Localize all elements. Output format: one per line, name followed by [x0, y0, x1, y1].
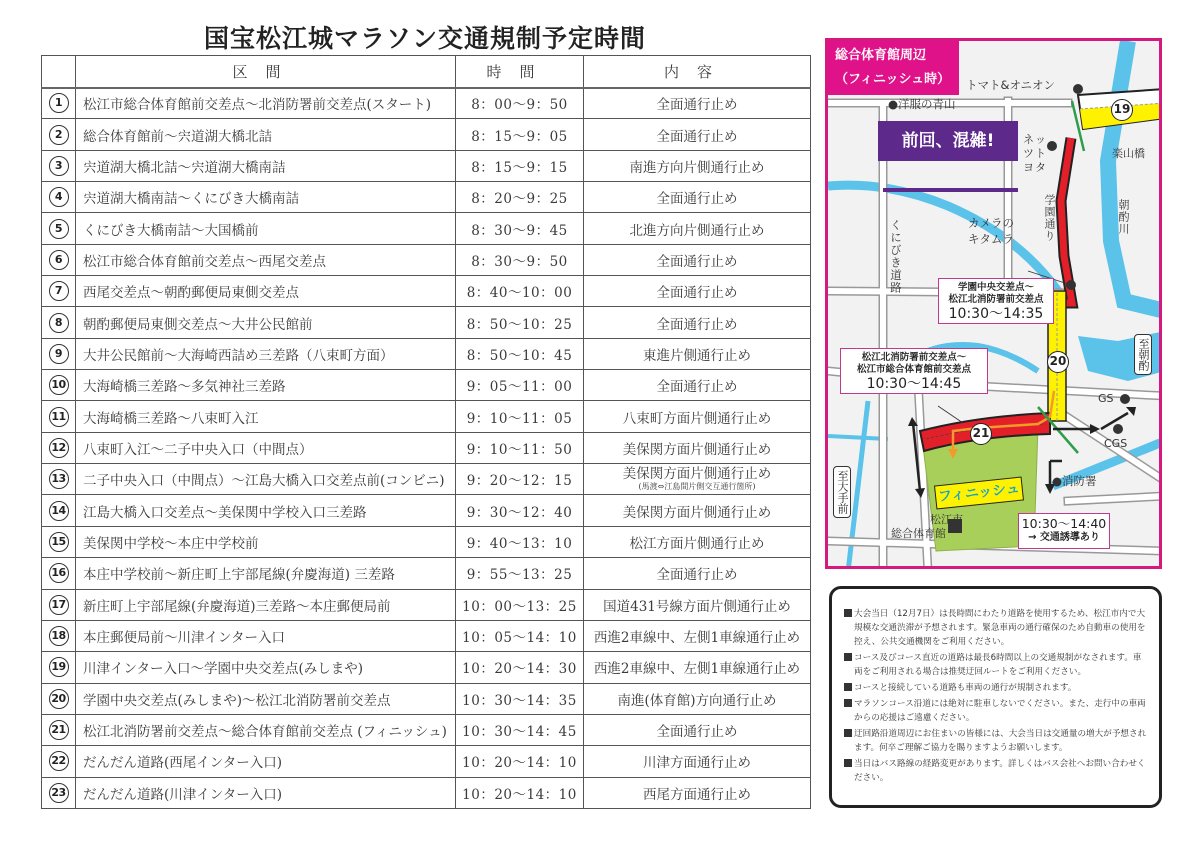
header-content: 内容: [584, 56, 811, 88]
row-section: 松江北消防署前交差点～総合体育館前交差点 (フィニッシュ): [76, 714, 456, 745]
note-item: [844, 607, 1149, 649]
direction-sign-asakumi: 至朝酌: [1134, 334, 1152, 375]
row-time: 8：15～9：15: [456, 150, 584, 181]
note-item: [844, 757, 1149, 785]
note-item: [844, 727, 1149, 755]
page-title: 国宝松江城マラソン交通規制予定時間: [203, 24, 646, 53]
table-row: [42, 589, 811, 620]
landmark-fire-station: ●消防署: [1052, 474, 1097, 488]
note-text: 当日はバス路線の経路変更があります。詳しくはバス会社へお問い合わせください。: [854, 759, 1146, 783]
row-content: 全面通行止め: [584, 370, 811, 401]
row-content-sub: (馬渡⇔江島間片側交互通行箇所): [638, 482, 756, 492]
row-content: 全面通行止め: [584, 307, 811, 338]
landmark-gym-line1: 松江市: [930, 513, 963, 526]
circled-number: 22: [49, 751, 69, 771]
table-row: [42, 88, 811, 119]
row-section: 大海崎橋三差路～八束町入江: [76, 401, 456, 432]
schedule-table: [41, 55, 811, 809]
row-content: 全面通行止め: [584, 119, 811, 150]
row-number: [42, 119, 76, 150]
table-row: [42, 276, 811, 307]
row-time: 10：20～14：30: [456, 652, 584, 683]
row-time: 8：50～10：25: [456, 307, 584, 338]
direction-sign-otemae: 至大手前: [833, 466, 851, 518]
route-marker-20: 20: [1047, 351, 1069, 373]
table-row: [42, 338, 811, 369]
row-section: くにびき大橋南詰～大国橋前: [76, 213, 456, 244]
header-time: 時間: [456, 56, 584, 88]
callout-20-line2: 松江北消防署前交差点: [948, 294, 1044, 305]
note-text: マラソンコース沿道には絶対に駐車しないでください。また、走行中の車両からの応援はご遠慮ください。: [854, 699, 1146, 723]
circled-number: 16: [49, 563, 69, 583]
row-number: [42, 652, 76, 683]
row-section: 松江市総合体育館前交差点～西尾交差点: [76, 244, 456, 275]
landmark-gs: GS: [1098, 392, 1114, 405]
bullet-square-icon: [844, 609, 852, 617]
callout-fire-note: → 交通誘導あり: [1028, 532, 1100, 543]
row-number: [42, 432, 76, 463]
row-time: 10：20～14：10: [456, 746, 584, 777]
route-marker-19: 19: [1111, 99, 1133, 121]
bullet-square-icon: [844, 729, 852, 737]
landmark-tomato-onion: トマト&オニオン: [966, 78, 1056, 92]
table-row: [42, 307, 811, 338]
row-section: 宍道湖大橋北詰～宍道湖大橋南詰: [76, 150, 456, 181]
row-section: 本庄郵便局前～川津インター入口: [76, 620, 456, 651]
note-text: コース及びコース直近の道路は最長6時間以上の交通規制がなされます。車両をご利用される場合は推奨迂回ルートをご利用ください。: [854, 653, 1142, 677]
landmark-gym-line2: 総合体育館: [891, 527, 946, 540]
row-time: 8：00～9：50: [456, 88, 584, 119]
note-text: 大会当日（12月7日）は長時間にわたり道路を使用するため、松江市内で大規模な交通渋滞が予想されます。緊急車両の通行確保のため自動車の使用を控え、公共交通機関をご利用ください。: [854, 609, 1146, 647]
table-row: [42, 150, 811, 181]
callout-fire-station: [1018, 513, 1110, 549]
circled-number: 5: [49, 219, 69, 239]
row-section: だんだん道路(川津インター入口): [76, 777, 456, 808]
table-row: [42, 464, 811, 495]
circled-number: 13: [49, 469, 69, 489]
row-number: [42, 714, 76, 745]
table-row: [42, 652, 811, 683]
row-content: 西進2車線中、左側1車線通行止め: [584, 620, 811, 651]
bullet-square-icon: [844, 759, 852, 767]
finish-label: フィニッシュ: [934, 476, 1024, 509]
circled-number: 7: [49, 281, 69, 301]
row-section: 西尾交差点～朝酌郵便局東側交差点: [76, 276, 456, 307]
map-area-label: [828, 41, 959, 95]
row-number: [42, 88, 76, 119]
row-content: 全面通行止め: [584, 88, 811, 119]
row-number: [42, 213, 76, 244]
table-row: [42, 558, 811, 589]
bullet-square-icon: [844, 653, 852, 661]
circled-number: 2: [49, 125, 69, 145]
row-section: 新庄町上宇部尾線(弁慶海道)三差路～本庄郵便局前: [76, 589, 456, 620]
congestion-callout: 前回、混雑!: [878, 121, 1018, 161]
circled-number: 9: [49, 344, 69, 364]
label-asakumi-river: 朝酌川: [1117, 199, 1130, 235]
circled-number: 10: [49, 375, 69, 395]
row-number: [42, 746, 76, 777]
circled-number: 17: [49, 595, 69, 615]
note-item: [844, 651, 1149, 679]
row-section: 松江市総合体育館前交差点～北消防署前交差点(スタート): [76, 88, 456, 119]
row-content: 全面通行止め: [584, 276, 811, 307]
row-time: 9：05～11：00: [456, 370, 584, 401]
row-content: 全面通行止め: [584, 714, 811, 745]
callout-21-line1: 松江北消防署前交差点～: [861, 352, 967, 363]
row-content-main: 美保関方面片側通行止め: [622, 466, 772, 483]
circled-number: 4: [49, 187, 69, 207]
row-time: 9：30～12：40: [456, 495, 584, 526]
note-text: 迂回路沿道周辺にお住まいの皆様には、大会当日は交通量の増大が予想されます。何卒ご理解ご協力を賜りますようお願いします。: [854, 729, 1147, 753]
row-section: 大井公民館前～大海崎西詰め三差路（八束町方面）: [76, 338, 456, 369]
row-time: 8：40～10：00: [456, 276, 584, 307]
row-number: [42, 150, 76, 181]
callout-21-line2: 松江市総合体育館前交差点: [856, 364, 971, 375]
circled-number: 20: [49, 689, 69, 709]
note-text: コースと接続している道路も車両の通行が規制されます。: [854, 683, 1077, 693]
row-number: [42, 683, 76, 714]
row-section: 宍道湖大橋南詰～くにびき大橋南詰: [76, 182, 456, 213]
landmark-cgs: CGS: [1104, 437, 1128, 450]
callout-20-time: 10:30～14:35: [948, 306, 1044, 322]
row-section: 朝酌郵便局東側交差点～大井公民館前: [76, 307, 456, 338]
row-content: 川津方面通行止め: [584, 746, 811, 777]
finish-area-map: [825, 38, 1162, 569]
circled-number: 12: [49, 438, 69, 458]
row-number: [42, 589, 76, 620]
table-header-row: [42, 56, 811, 88]
row-time: 10：05～14：10: [456, 620, 584, 651]
callout-21-time: 10:30～14:45: [866, 376, 962, 392]
callout-section-21: [840, 348, 988, 394]
circled-number: 21: [49, 720, 69, 740]
row-number: [42, 276, 76, 307]
row-number: [42, 526, 76, 557]
row-content: 南進(体育館)方向通行止め: [584, 683, 811, 714]
table-row: [42, 182, 811, 213]
row-number: [42, 495, 76, 526]
table-row: [42, 746, 811, 777]
row-section: 大海崎橋三差路～多気神社三差路: [76, 370, 456, 401]
circled-number: 14: [49, 501, 69, 521]
row-number: [42, 338, 76, 369]
circled-number: 6: [49, 250, 69, 270]
row-section: 江島大橋入口交差点～美保関中学校入口三差路: [76, 495, 456, 526]
row-time: 9：20～12：15: [456, 464, 584, 495]
callout-section-20: [938, 278, 1054, 324]
row-section: 総合体育館前～宍道湖大橋北詰: [76, 119, 456, 150]
circled-number: 8: [49, 313, 69, 333]
route-marker-21: 21: [970, 423, 992, 445]
circled-number: 23: [49, 783, 69, 803]
table-row: [42, 683, 811, 714]
table-row: [42, 244, 811, 275]
notes-box: [829, 586, 1162, 808]
row-section: 川津インター入口～学園中央交差点(みしまや): [76, 652, 456, 683]
row-time: 9：10～11：05: [456, 401, 584, 432]
row-time: 10：30～14：45: [456, 714, 584, 745]
table-row: [42, 526, 811, 557]
row-time: 10：30～14：35: [456, 683, 584, 714]
row-time: 10：00～13：25: [456, 589, 584, 620]
circled-number: 11: [49, 407, 69, 427]
table-row: [42, 620, 811, 651]
map-label-line2: （フィニッシュ時）: [835, 72, 951, 87]
circled-number: 1: [49, 93, 69, 113]
note-item: [844, 681, 1149, 695]
table-row: [42, 119, 811, 150]
row-time: 9：55～13：25: [456, 558, 584, 589]
callout-fire-time: 10:30～14:40: [1021, 516, 1107, 531]
row-content: [584, 464, 811, 495]
circled-number: 19: [49, 657, 69, 677]
row-time: 8：15～9：05: [456, 119, 584, 150]
row-time: 8：20～9：25: [456, 182, 584, 213]
circled-number: 3: [49, 156, 69, 176]
row-content: 八束町方面片側通行止め: [584, 401, 811, 432]
landmark-yofuku-aoyama: ●洋服の青山: [888, 97, 956, 111]
row-number: [42, 401, 76, 432]
row-section: 本庄中学校前～新庄町上宇部尾線(弁慶海道) 三差路: [76, 558, 456, 589]
row-time: 9：10～11：50: [456, 432, 584, 463]
row-time: 10：20～14：10: [456, 777, 584, 808]
row-section: 美保関中学校～本庄中学校前: [76, 526, 456, 557]
label-kunibiki-road: くにびき道路: [889, 219, 903, 294]
label-gakuen-dori: 学園通り: [1043, 194, 1056, 242]
landmark-netz-toyota: ネッツトヨタ: [1023, 133, 1047, 174]
table-row: [42, 495, 811, 526]
row-number: [42, 558, 76, 589]
table-row: [42, 777, 811, 808]
row-time: 8：50～10：45: [456, 338, 584, 369]
table-row: [42, 432, 811, 463]
row-content: 東進片側通行止め: [584, 338, 811, 369]
row-content: 南進方向片側通行止め: [584, 150, 811, 181]
table-row: [42, 213, 811, 244]
row-content: 北進方向片側通行止め: [584, 213, 811, 244]
circled-number: 15: [49, 532, 69, 552]
landmark-camera-kitamura-2: キタムラ: [968, 232, 1014, 246]
row-time: 8：30～9：50: [456, 244, 584, 275]
landmark-camera-kitamura-1: カメラの: [968, 216, 1014, 230]
map-label-line1: 総合体育館周辺: [835, 48, 927, 63]
bullet-square-icon: [844, 699, 852, 707]
row-number: [42, 620, 76, 651]
row-time: 9：40～13：10: [456, 526, 584, 557]
row-time: 8：30～9：45: [456, 213, 584, 244]
row-content: 全面通行止め: [584, 244, 811, 275]
row-section: 八束町入江～二子中央入口（中間点）: [76, 432, 456, 463]
row-content: 全面通行止め: [584, 558, 811, 589]
row-content: 全面通行止め: [584, 182, 811, 213]
row-content: 松江方面片側通行止め: [584, 526, 811, 557]
row-number: [42, 182, 76, 213]
table-row: [42, 401, 811, 432]
row-number: [42, 464, 76, 495]
table-row: [42, 714, 811, 745]
label-rakuzan-bridge: 楽山橋: [1112, 147, 1145, 160]
table-row: [42, 370, 811, 401]
row-number: [42, 244, 76, 275]
row-content: 美保関方面片側通行止め: [584, 432, 811, 463]
row-section: だんだん道路(西尾インター入口): [76, 746, 456, 777]
row-section: 二子中央入口（中間点）～江島大橋入口交差点前(コンビニ): [76, 464, 456, 495]
header-num: [42, 56, 76, 88]
row-number: [42, 370, 76, 401]
row-section: 学園中央交差点(みしまや)～松江北消防署前交差点: [76, 683, 456, 714]
row-content: 国道431号線方面片側通行止め: [584, 589, 811, 620]
circled-number: 18: [49, 626, 69, 646]
row-number: [42, 307, 76, 338]
row-number: [42, 777, 76, 808]
row-content: 美保関方面片側通行止め: [584, 495, 811, 526]
note-item: [844, 697, 1149, 725]
row-content: 西尾方面通行止め: [584, 777, 811, 808]
header-section: 区間: [76, 56, 456, 88]
row-content: 西進2車線中、左側1車線通行止め: [584, 652, 811, 683]
bullet-square-icon: [844, 683, 852, 691]
callout-20-line1: 学園中央交差点～: [957, 282, 1034, 293]
